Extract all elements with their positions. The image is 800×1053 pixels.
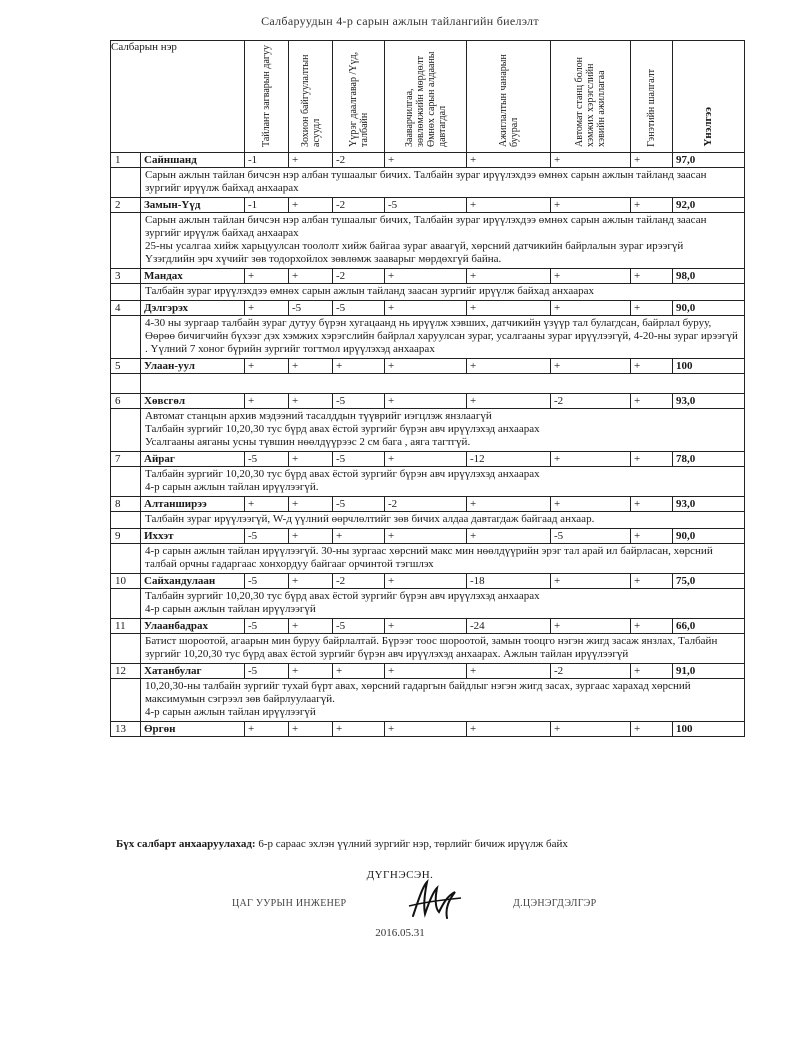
station-number: 5 (111, 359, 141, 374)
station-number: 11 (111, 619, 141, 634)
station-number: 6 (111, 394, 141, 409)
criterion-cell: + (385, 722, 467, 737)
criterion-cell: -5 (245, 452, 289, 467)
comment-spacer (111, 467, 141, 497)
comment-row (111, 467, 745, 497)
criterion-cell: + (289, 269, 333, 284)
comment-row (111, 409, 745, 452)
comment-cell (141, 316, 745, 359)
score-cell: 92,0 (673, 198, 745, 213)
criterion-cell: -5 (385, 198, 467, 213)
criterion-cell: + (333, 722, 385, 737)
comment-row (111, 213, 745, 269)
station-name: Мандах (141, 269, 245, 284)
comment-cell (141, 374, 745, 394)
header-row (111, 41, 745, 153)
comment-cell (141, 467, 745, 497)
station-number: 3 (111, 269, 141, 284)
criterion-cell: + (385, 269, 467, 284)
comment-spacer (111, 284, 141, 301)
comment-line: Талбайн зураг ирүүлээгүй, W-д үүлний өөрчлөлтийг зөв бичих алдаа давтагдаж байгаад анхаар. (145, 513, 595, 525)
criterion-cell: + (289, 497, 333, 512)
criterion-cell: + (631, 359, 673, 374)
criterion-cell: + (467, 529, 551, 544)
criterion-cell: + (551, 359, 631, 374)
criterion-cell: + (631, 574, 673, 589)
criterion-cell: -2 (551, 394, 631, 409)
criterion-cell: -2 (385, 497, 467, 512)
station-row (111, 529, 745, 544)
criterion-cell: -1 (245, 198, 289, 213)
criterion-cell: + (551, 619, 631, 634)
comment-cell (141, 409, 745, 452)
score-cell: 98,0 (673, 269, 745, 284)
comment-cell (141, 679, 745, 722)
comment-line: 4-р сарын ажлын тайлан ирүүлээгүй (145, 706, 316, 718)
station-row (111, 452, 745, 467)
criterion-cell: -24 (467, 619, 551, 634)
station-name: Сайншанд (141, 153, 245, 168)
criterion-cell: + (551, 722, 631, 737)
header-col-1: Тайлант загварын дагуу (245, 41, 289, 153)
criterion-cell: + (333, 664, 385, 679)
criterion-cell: + (467, 269, 551, 284)
comment-cell (141, 634, 745, 664)
comment-line: 25-ны усалгаа хийж харьцуулсан тоололт хийж байгаа зураг аваагүй, хөрсний датчикийн байрлалын зураг ирээгүй (145, 240, 684, 252)
criterion-cell: + (333, 529, 385, 544)
criterion-cell: -5 (245, 574, 289, 589)
header-col-6: Автомат станц болон хэмжих хэрэгслийн хэвийн ажиллагаа (551, 41, 631, 153)
station-name: Иххэт (141, 529, 245, 544)
comment-spacer (111, 544, 141, 574)
comment-line: Сарын ажлын тайлан бичсэн нэр албан тушаалыг бичих, Талбайн зураг ирүүлэхдээ өмнөх сарын ажлын тайланд заасан зургийг ирүүлж байхад анхаарах (145, 214, 707, 239)
station-row (111, 198, 745, 213)
criterion-cell: -2 (551, 664, 631, 679)
station-name: Хатанбулаг (141, 664, 245, 679)
criterion-cell: + (631, 301, 673, 316)
comment-spacer (111, 589, 141, 619)
comment-row (111, 316, 745, 359)
criterion-cell: + (289, 198, 333, 213)
criterion-cell: + (385, 452, 467, 467)
station-row (111, 359, 745, 374)
station-name: Айраг (141, 452, 245, 467)
comment-spacer (111, 213, 141, 269)
station-number: 9 (111, 529, 141, 544)
criterion-cell: -5 (245, 664, 289, 679)
score-cell: 78,0 (673, 452, 745, 467)
signature-date: 2016.05.31 (375, 927, 425, 939)
criterion-cell: + (631, 394, 673, 409)
criterion-cell: + (245, 722, 289, 737)
station-name: Замын-Үүд (141, 198, 245, 213)
criterion-cell: + (245, 497, 289, 512)
criterion-cell: + (385, 301, 467, 316)
comment-row (111, 589, 745, 619)
footer-note-label: Бүх салбарт анхааруулахад: (116, 838, 256, 850)
criterion-cell: -2 (333, 574, 385, 589)
station-name: Өргөн (141, 722, 245, 737)
comment-line: 4-р сарын ажлын тайлан ирүүлээгүй. 30-ны зургаас хөрсний макс мин нөөлдүүрийн эрэг тал арай ил байрласан, хөрсний талбай орчны гадаргаас хонхордуу байгааг орчинтой тэгшлэх (145, 545, 713, 570)
comment-row (111, 679, 745, 722)
header-col-5: Ажиглалтын чанарын буурал (467, 41, 551, 153)
footer-note (116, 838, 568, 850)
comment-cell (141, 284, 745, 301)
station-row (111, 301, 745, 316)
criterion-cell: + (385, 529, 467, 544)
criterion-cell: -5 (245, 619, 289, 634)
comment-spacer (111, 168, 141, 198)
score-cell: 90,0 (673, 301, 745, 316)
criterion-cell: -18 (467, 574, 551, 589)
comment-row (111, 284, 745, 301)
criterion-cell: + (385, 619, 467, 634)
comment-spacer (111, 374, 141, 394)
criterion-cell: + (289, 619, 333, 634)
criterion-cell: -5 (333, 619, 385, 634)
comment-cell (141, 168, 745, 198)
comment-cell (141, 512, 745, 529)
criterion-cell: -2 (333, 153, 385, 168)
criterion-cell: + (245, 394, 289, 409)
criterion-cell: + (551, 574, 631, 589)
header-col-2: Зохион байгуулалтын асуудл (289, 41, 333, 153)
comment-line: Үзэгдлийн эрч хүчийг зөв тодорхойлох зөвлөмж зааварыг мөрдөхгүй байна. (145, 253, 502, 265)
station-name: Хөвсгөл (141, 394, 245, 409)
score-cell: 93,0 (673, 394, 745, 409)
header-col-3: Үүрэг даалгавар /Үүд, талбайн (333, 41, 385, 153)
station-number: 4 (111, 301, 141, 316)
criterion-cell: -12 (467, 452, 551, 467)
station-number: 2 (111, 198, 141, 213)
criterion-cell: -5 (333, 394, 385, 409)
score-cell: 91,0 (673, 664, 745, 679)
criterion-cell: + (385, 574, 467, 589)
criterion-cell: + (631, 722, 673, 737)
signer-name: Д.ЦЭНЭГДЭЛГЭР (513, 898, 597, 909)
comment-line (145, 375, 740, 391)
station-row (111, 497, 745, 512)
approved-label: ДҮГНЭСЭН. (366, 869, 434, 881)
criterion-cell: + (289, 529, 333, 544)
criterion-cell: + (551, 452, 631, 467)
comment-cell (141, 589, 745, 619)
criterion-cell: + (385, 153, 467, 168)
station-number: 8 (111, 497, 141, 512)
station-name: Улаан-уул (141, 359, 245, 374)
comment-row (111, 168, 745, 198)
criterion-cell: + (551, 153, 631, 168)
comment-line: . Үүлний 7 хоног бүрийн зургийг тогтмол ирүүлэхэд анхаарах (145, 343, 435, 355)
station-row (111, 722, 745, 737)
criterion-cell: + (631, 529, 673, 544)
station-name: Дэлгэрэх (141, 301, 245, 316)
criterion-cell: -5 (551, 529, 631, 544)
comment-line: 4-р сарын ажлын тайлан ирүүлээгүй. (145, 481, 319, 493)
criterion-cell: -2 (333, 198, 385, 213)
footer-note-text: 6-р сараас эхлэн үүлний зургийг нэр, төрлийг бичиж ирүүлж байх (255, 838, 568, 850)
criterion-cell: + (551, 269, 631, 284)
comment-line: 4-р сарын ажлын тайлан ирүүлээгүй (145, 603, 316, 615)
comment-line: Талбайн зургийг 10,20,30 тус бүрд авах ёстой зургийг бүрэн авч ирүүлэхэд анхаарах (145, 423, 540, 435)
criterion-cell: + (385, 359, 467, 374)
station-row (111, 664, 745, 679)
score-cell: 100 (673, 722, 745, 737)
criterion-cell: + (289, 153, 333, 168)
criterion-cell: + (467, 722, 551, 737)
comment-line: Талбайн зураг ирүүлэхдээ өмнөх сарын ажлын тайланд заасан зургийг ирүүлж байхад анхаарах (145, 285, 594, 297)
comment-spacer (111, 316, 141, 359)
station-number: 10 (111, 574, 141, 589)
criterion-cell: + (245, 359, 289, 374)
comment-row (111, 544, 745, 574)
header-station-name: Салбарын нэр (111, 41, 245, 153)
criterion-cell: + (467, 497, 551, 512)
criterion-cell: + (289, 394, 333, 409)
comment-line: Талбайн зургийг 10,20,30 тус бүрд авах ёстой зургийг бүрэн авч ирүүлэхэд анхаарах (145, 468, 540, 480)
station-name: Сайхандулаан (141, 574, 245, 589)
criterion-cell: + (631, 619, 673, 634)
station-number: 12 (111, 664, 141, 679)
criterion-cell: -5 (289, 301, 333, 316)
criterion-cell: + (631, 153, 673, 168)
header-score: Үнэлгээ (673, 41, 745, 153)
comment-row (111, 634, 745, 664)
score-cell: 97,0 (673, 153, 745, 168)
header-col-7: Гэнэтийн шалгалт (631, 41, 673, 153)
criterion-cell: + (289, 574, 333, 589)
comment-line: 4-30 ны зургаар талбайн зураг дутуу бүрэн хугацаанд нь ирүүлж хэвших, датчикийн үзүүр тал булагдсан, байрлал буруу, Өөрөө бичигчийн бүхээг дэх хэмжих хэрэгслийн байрлал харуулсан зураг, усалгааны зураг ирүүлээгүй, 4-20-ны зураг ирээгүй (145, 317, 738, 342)
comment-cell (141, 544, 745, 574)
comment-line: Батист шороотой, агаарын мин буруу байрлалтай. Бүрээг тоос шороотой, замын тооцго нэгэн жигд засаж янзлах, Талбайн зургийг 10,20,30 тус бүрд авах ёстой зургийг бүрэн авч ирүүлэхэд анхаарах. Ажлын тайлан ирүүлээгүй (145, 635, 718, 660)
station-number: 13 (111, 722, 141, 737)
criterion-cell: -5 (333, 497, 385, 512)
score-cell: 66,0 (673, 619, 745, 634)
criterion-cell: + (289, 452, 333, 467)
score-cell: 75,0 (673, 574, 745, 589)
criterion-cell: + (467, 359, 551, 374)
comment-spacer (111, 512, 141, 529)
criterion-cell: + (467, 153, 551, 168)
criterion-cell: + (551, 497, 631, 512)
criterion-cell: + (551, 301, 631, 316)
criterion-cell: + (631, 198, 673, 213)
station-row (111, 269, 745, 284)
criterion-cell: + (631, 452, 673, 467)
station-name: Улаанбадрах (141, 619, 245, 634)
comment-spacer (111, 409, 141, 452)
criterion-cell: -2 (333, 269, 385, 284)
criterion-cell: -5 (333, 452, 385, 467)
station-row (111, 574, 745, 589)
criterion-cell: + (467, 664, 551, 679)
comment-cell (141, 213, 745, 269)
score-cell: 93,0 (673, 497, 745, 512)
criterion-cell: -5 (245, 529, 289, 544)
criterion-cell: + (631, 497, 673, 512)
comment-spacer (111, 634, 141, 664)
station-number: 7 (111, 452, 141, 467)
criterion-cell: + (289, 664, 333, 679)
comment-spacer (111, 679, 141, 722)
criterion-cell: + (467, 301, 551, 316)
criterion-cell: -5 (333, 301, 385, 316)
page-title: Салбаруудын 4-р сарын ажлын тайлангийн биелэлт (261, 14, 539, 28)
criterion-cell: + (551, 198, 631, 213)
station-row (111, 619, 745, 634)
criterion-cell: + (289, 722, 333, 737)
comment-row (111, 374, 745, 394)
comment-row (111, 512, 745, 529)
engineer-title: ЦАГ УУРЫН ИНЖЕНЕР (232, 898, 347, 909)
score-cell: 100 (673, 359, 745, 374)
station-number: 1 (111, 153, 141, 168)
criterion-cell: + (467, 394, 551, 409)
signature-image (405, 878, 465, 924)
comment-line: Усалгааны аяганы усны түвшин нөөлдүүрээс 2 см бага , аяга тагтгүй. (145, 436, 471, 448)
criterion-cell: -1 (245, 153, 289, 168)
station-name: Алтанширээ (141, 497, 245, 512)
comment-line: Автомат станцын архив мэдээний тасалддын түүврийг иэгцлэж янзлаагүй (145, 410, 492, 422)
evaluation-table (110, 40, 745, 737)
comment-line: Талбайн зургийг 10,20,30 тус бүрд авах ёстой зургийг бүрэн авч ирүүлэхэд анхаарах (145, 590, 540, 602)
criterion-cell: + (467, 198, 551, 213)
header-col-4: Зааварчилгаа, зөвлөмжийн мөрдөлт Өмнөх сарын алдааны давтагдал (385, 41, 467, 153)
criterion-cell: + (289, 359, 333, 374)
station-row (111, 153, 745, 168)
station-row (111, 394, 745, 409)
score-cell: 90,0 (673, 529, 745, 544)
comment-line: 10,20,30-ны талбайн зургийг тухай бүрт авах, хөрсний гадаргын байдлыг нэгэн жигд засах, зургаас харахад хөрсний максимумын сэгрээл зөв байрлуулаагүй. (145, 680, 691, 705)
comment-line: Сарын ажлын тайлан бичсэн нэр албан тушаалыг бичих. Талбайн зураг ирүүлэхдээ өмнөх сарын ажлын тайланд заасан зургийг ирүүлж байхад анхаарах (145, 169, 707, 194)
criterion-cell: + (245, 301, 289, 316)
criterion-cell: + (385, 664, 467, 679)
criterion-cell: + (245, 269, 289, 284)
criterion-cell: + (333, 359, 385, 374)
criterion-cell: + (631, 664, 673, 679)
criterion-cell: + (631, 269, 673, 284)
criterion-cell: + (385, 394, 467, 409)
